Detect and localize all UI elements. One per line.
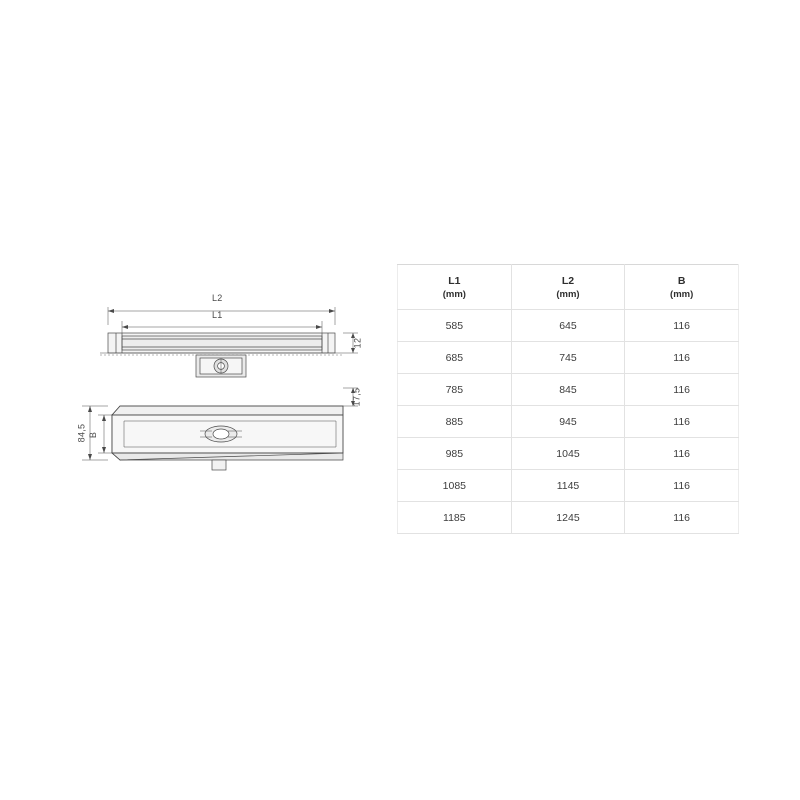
drawing-svg xyxy=(60,255,390,515)
table-row xyxy=(398,342,739,374)
table-row xyxy=(398,502,739,534)
cell-b: 116 xyxy=(625,470,739,502)
dim-label-l1: L1 xyxy=(212,310,223,320)
cell-l2: 845 xyxy=(511,374,625,406)
cell-b: 116 xyxy=(625,374,739,406)
cell-b: 116 xyxy=(625,342,739,374)
cell-l1: 685 xyxy=(398,342,512,374)
column-header-l1-name: L1 xyxy=(448,274,461,287)
table-row xyxy=(398,310,739,342)
dim-label-b: B xyxy=(88,431,99,439)
column-header-l1 xyxy=(398,265,512,310)
cell-b: 116 xyxy=(625,438,739,470)
column-header-l2-name: L2 xyxy=(561,274,575,287)
technical-drawing xyxy=(60,255,390,515)
top-view-outlet xyxy=(196,355,246,377)
column-header-l2-unit: (mm) xyxy=(556,288,580,300)
column-header-l1-unit: (mm) xyxy=(442,288,466,300)
cell-b: 116 xyxy=(625,406,739,438)
cell-l2: 945 xyxy=(511,406,625,438)
dim-label-84-5: 84,5 xyxy=(76,423,87,443)
cell-l1: 985 xyxy=(398,438,512,470)
cell-l1: 885 xyxy=(398,406,512,438)
cell-l2: 1145 xyxy=(511,470,625,502)
column-header-b-unit: (mm) xyxy=(670,288,694,300)
cell-l2: 1245 xyxy=(511,502,625,534)
table-row xyxy=(398,470,739,502)
cell-b: 116 xyxy=(625,310,739,342)
cell-l2: 1045 xyxy=(511,438,625,470)
table-row xyxy=(398,374,739,406)
cell-b: 116 xyxy=(625,502,739,534)
dim-label-17-5: 17,5 xyxy=(351,387,362,407)
cell-l2: 645 xyxy=(511,310,625,342)
top-view-body xyxy=(100,333,343,355)
table-row xyxy=(398,406,739,438)
column-header-b xyxy=(625,265,739,310)
table-row xyxy=(398,438,739,470)
dim-label-12: 12 xyxy=(352,337,363,349)
cell-l2: 745 xyxy=(511,342,625,374)
specification-table xyxy=(397,264,739,534)
column-header-l2 xyxy=(511,265,625,310)
cell-l1: 785 xyxy=(398,374,512,406)
table-header-row xyxy=(398,265,739,310)
cell-l1: 1185 xyxy=(398,502,512,534)
column-header-b-name: B xyxy=(677,274,686,287)
dim-label-l2: L2 xyxy=(212,293,223,303)
cell-l1: 585 xyxy=(398,310,512,342)
cell-l1: 1085 xyxy=(398,470,512,502)
